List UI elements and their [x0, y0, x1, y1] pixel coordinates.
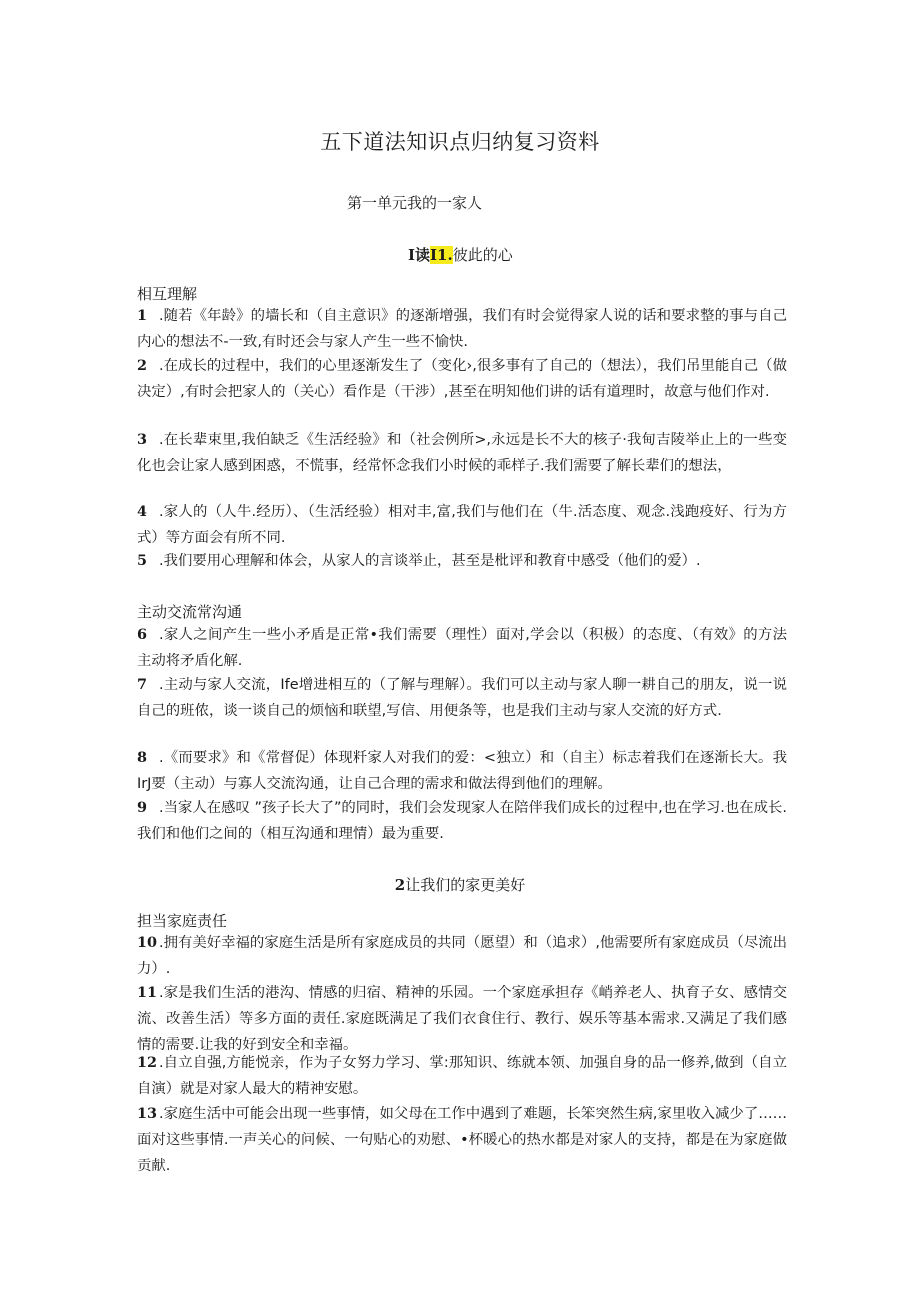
list-item — [137, 795, 787, 847]
section-heading: 相互理解 — [137, 285, 198, 303]
item-text: .《而要求》和《常督促）体现粁家人对我们的爱：<独立）和（自主）标志着我们在逐渐长大。我IrJ要（主动）与寡人交流沟通，让自己合理的需求和做法得到他们的理解。 — [137, 750, 787, 792]
lesson-2-title — [0, 874, 920, 895]
item-number: 13 — [137, 1105, 158, 1122]
item-text: .自立自强,方能悦亲，作为子女努力学习、掌:那知识、练就本领、加强自身的品一修养,做到（自立自演）就是对家人最大的精神安慰。 — [137, 1055, 787, 1097]
item-number: 7 — [137, 676, 148, 693]
item-number: 6 — [137, 626, 148, 643]
item-number: 3 — [137, 431, 148, 448]
lesson-1-highlight: I1. — [430, 246, 453, 264]
lesson-1-title — [408, 244, 513, 265]
document-title: 五下道法知识点归纳复习资料 — [320, 130, 600, 154]
lesson-2-name: 让我们的家更美好 — [405, 876, 526, 894]
unit-title: 第一单元我的一家人 — [347, 194, 483, 212]
list-item — [137, 980, 787, 1058]
item-number: 1 — [137, 307, 148, 324]
section-heading: 担当家庭责任 — [137, 912, 228, 930]
item-text: .家是我们生活的港沟、情感的归宿、精神的乐园。一个家庭承担存《峭养老人、执育子女、感情交流、改善生活）等多方面的责任.家庭既满足了我们衣食住行、教行、娱乐等基本需求.又满足了我们感情的需要.让我的好到安全和幸福。 — [137, 985, 787, 1053]
list-item — [137, 1101, 787, 1179]
item-text: .我们要用心理解和体会，从家人的言谈举止，甚至是枇评和教育中感受（他们的爱）. — [159, 553, 701, 569]
item-text: .在长辈束里,我伯缺乏《生活经验》和（社会例所>,永远是长不大的核子·我甸吉陵举止上的一些变化也会让家人感到困惑，不慌事，经常怀念我们小时候的乖样子.我们需要了解长辈们的想法， — [137, 432, 787, 474]
item-number: 9 — [137, 799, 148, 816]
item-number: 2 — [137, 357, 148, 374]
item-text: .主动与家人交流，Ife增进相互的（了解与理解）。我们可以主动与家人聊一耕自己的朋友，说一说自己的班侬，谈一谈自己的烦恼和联望,写信、用便条等，也是我们主动与家人交流的好方式. — [137, 677, 787, 719]
list-item — [137, 672, 787, 724]
list-item — [137, 427, 787, 479]
list-item — [137, 548, 787, 574]
list-item — [137, 745, 787, 797]
item-text: .家庭生活中可能会出现一些事情，如父母在工作中遇到了难题，长笨突然生病,家里收入减少了……面对这些事情.一声关心的问候、一句贴心的劝慰、•杯暖心的热水都是对家人的支持，都是在为家庭做贡献. — [137, 1106, 787, 1174]
item-number: 5 — [137, 552, 148, 569]
item-number: 11 — [137, 984, 158, 1001]
list-item — [137, 353, 787, 405]
item-text: .家人之间产生一些小矛盾是正常•我们需要（理性）面对,学会以（积极）的态度、（有效》的方法主动将矛盾化解. — [137, 627, 787, 669]
list-item — [137, 622, 787, 674]
item-text: .在成长的过程中，我们的心里逐渐发生了（变化›,很多事有了自己的（想法），我们吊里能自己（做决定）,有时会把家人的（关心）看作是（干涉）,甚至在明知他们讲的话有道理时，故意与他们作对. — [137, 358, 787, 400]
item-text: .家人的（人牛.经历）、（生活经验）相对丰,富,我们与他们在（牛.活态度、观念.浅跑疫好、行为方式）等方面会有所不同. — [137, 504, 787, 546]
list-item — [137, 1050, 787, 1102]
item-number: 12 — [137, 1054, 158, 1071]
item-text: .随若《年龄》的墙长和（自主意识》的逐渐增强，我们有时会觉得家人说的话和要求整的事与自己内心的想法不-一致,有时还会与家人产生一些不愉快. — [137, 308, 787, 350]
list-item — [137, 499, 787, 551]
item-text: .拥有美好幸福的家庭生活是所有家庭成员的共同（愿望）和（追求）,他需要所有家庭成员（尽流出力）. — [137, 935, 787, 977]
item-text: .当家人在感叹 ”孩子长大了”的同时，我们会发现家人在陪伴我们成长的过程中,也在学习.也在成长.我们和他们之间的（相互沟通和理情）最为重要. — [137, 800, 787, 842]
list-item — [137, 930, 787, 982]
list-item — [137, 303, 787, 355]
lesson-1-name: 彼此的心 — [452, 246, 513, 264]
lesson-1-prefix: I读 — [408, 246, 431, 264]
section-heading: 主动交流常沟通 — [137, 603, 243, 621]
item-number: 8 — [137, 749, 148, 766]
item-number: 4 — [137, 503, 148, 520]
lesson-2-number: 2 — [394, 876, 406, 894]
item-number: 10 — [137, 934, 158, 951]
